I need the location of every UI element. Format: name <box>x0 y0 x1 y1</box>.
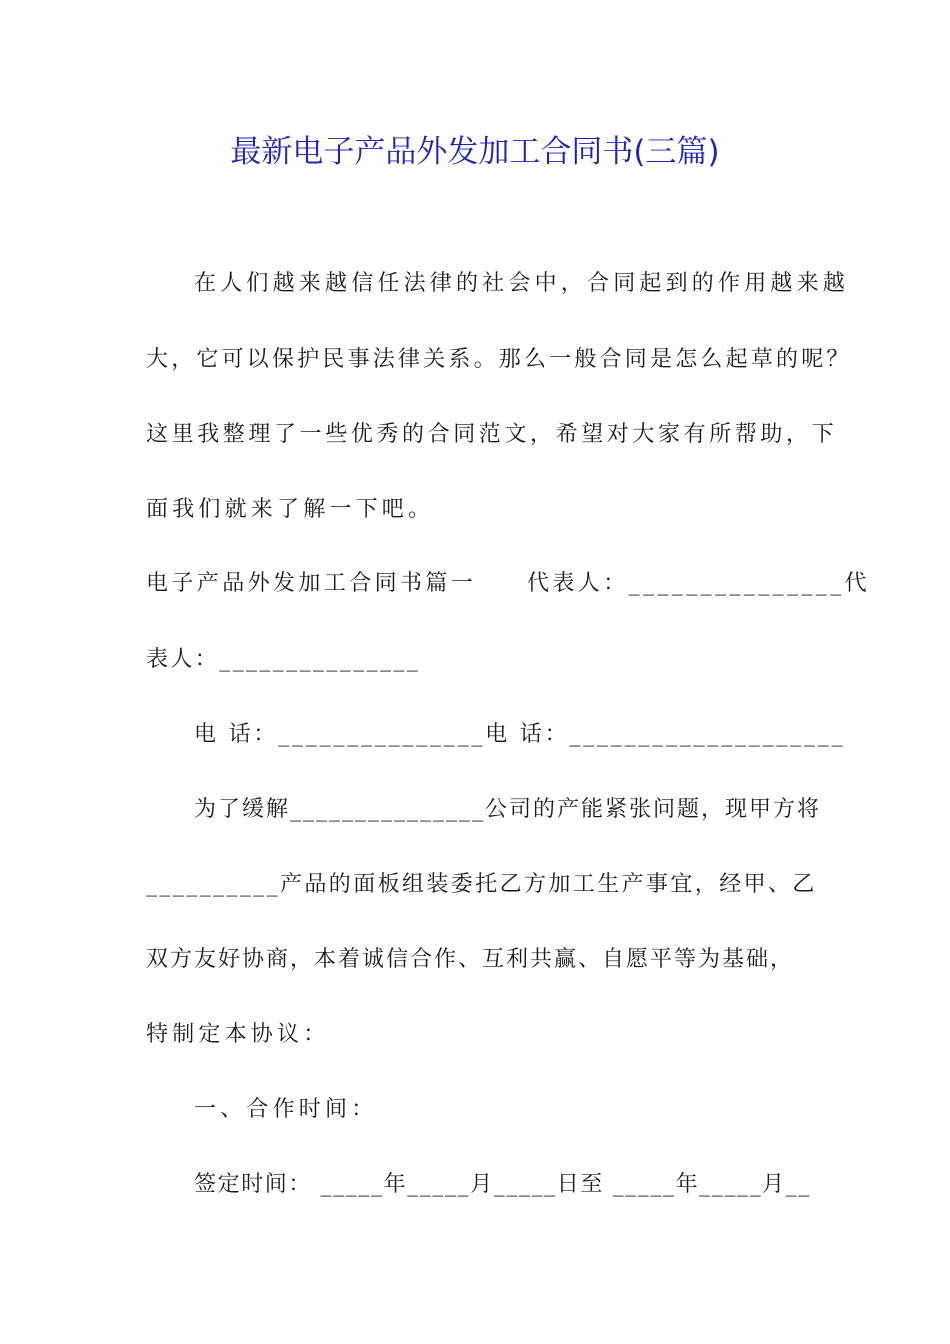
representative-line: 表人：_______________ <box>146 647 421 672</box>
section-heading-line: 电子产品外发加工合同书篇一 代表人：_______________代 <box>146 571 871 596</box>
phone-line: 电 话：_______________电 话：____________________ <box>194 722 846 747</box>
document-title: 最新电子产品外发加工合同书(三篇) <box>230 134 720 170</box>
clause-line-2: __________产品的面板组装委托乙方加工生产事宜，经甲、乙 <box>146 872 817 897</box>
paragraph-line-2: 大，它可以保护民事法律关系。那么一般合同是怎么起草的呢？ <box>146 347 852 372</box>
signing-time-line: 签定时间： _____年_____月_____日至 _____年_____月__ <box>194 1172 811 1197</box>
paragraph-line-4: 面我们就来了解一下吧。 <box>146 497 435 522</box>
clause-line-1: 为了缓解_______________公司的产能紧张问题，现甲方将 <box>194 797 822 822</box>
paragraph-line-3: 这里我整理了一些优秀的合同范文，希望对大家有所帮助，下 <box>146 422 838 447</box>
clause-line-3: 双方友好协商，本着诚信合作、互利共赢、自愿平等为基础， <box>146 947 795 972</box>
cooperation-time-heading: 一、合作时间： <box>194 1097 378 1122</box>
paragraph-line-1: 在人们越来越信任法律的社会中，合同起到的作用越来越 <box>194 271 850 296</box>
clause-line-4: 特制定本协议： <box>146 1022 330 1047</box>
